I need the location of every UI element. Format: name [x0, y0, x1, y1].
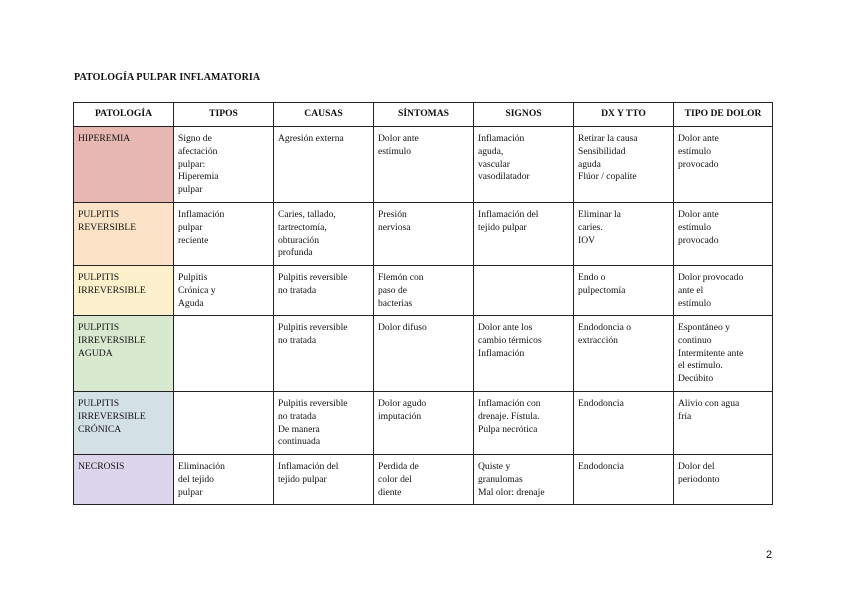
- causas-cell: Agresión externa: [274, 127, 374, 203]
- table-row: [74, 127, 773, 203]
- sintomas-cell: Flemón con paso de bacterias: [374, 266, 474, 316]
- dx-tto-cell: Eliminar la caries. IOV: [574, 203, 674, 266]
- signos-cell: Inflamación con drenaje. Fístula. Pulpa necrótica: [474, 392, 574, 455]
- header-dx-tto: DX Y TTO: [574, 103, 674, 127]
- tipo-dolor-cell: Dolor ante estímulo provocado: [674, 203, 773, 266]
- pathology-cell: HIPEREMIA: [74, 127, 174, 203]
- dx-tto-cell: Endodoncia: [574, 455, 674, 505]
- signos-cell: Dolor ante los cambio térmicos Inflamación: [474, 316, 574, 392]
- table-row: [74, 266, 773, 316]
- table-row: [74, 455, 773, 505]
- sintomas-cell: Dolor agudo imputación: [374, 392, 474, 455]
- page-title: PATOLOGÍA PULPAR INFLAMATORIA: [74, 72, 261, 83]
- causas-cell: Pulpitis reversible no tratada: [274, 266, 374, 316]
- tipo-dolor-cell: Espontáneo y continuo Intermitente ante el estímulo. Decúbito: [674, 316, 773, 392]
- header-patologia: PATOLOGÍA: [74, 103, 174, 127]
- sintomas-cell: Perdida de color del diente: [374, 455, 474, 505]
- header-causas: CAUSAS: [274, 103, 374, 127]
- sintomas-cell: Dolor ante estímulo: [374, 127, 474, 203]
- tipos-cell: Inflamación pulpar reciente: [174, 203, 274, 266]
- header-tipos: TIPOS: [174, 103, 274, 127]
- header-signos: SIGNOS: [474, 103, 574, 127]
- tipos-cell: Pulpitis Crónica y Aguda: [174, 266, 274, 316]
- signos-cell: Inflamación aguda, vascular vasodilatador: [474, 127, 574, 203]
- pathology-cell: PULPITIS REVERSIBLE: [74, 203, 174, 266]
- pathology-cell: PULPITIS IRREVERSIBLE CRÓNICA: [74, 392, 174, 455]
- pathology-table: [73, 102, 773, 505]
- pathology-cell: PULPITIS IRREVERSIBLE: [74, 266, 174, 316]
- sintomas-cell: Dolor difuso: [374, 316, 474, 392]
- table-row: [74, 392, 773, 455]
- table-row: [74, 316, 773, 392]
- tipos-cell: Signo de afectación pulpar: Hiperemia pulpar: [174, 127, 274, 203]
- tipo-dolor-cell: Dolor provocado ante el estímulo: [674, 266, 773, 316]
- pathology-cell: PULPITIS IRREVERSIBLE AGUDA: [74, 316, 174, 392]
- dx-tto-cell: Endo o pulpectomía: [574, 266, 674, 316]
- header-sintomas: SÍNTOMAS: [374, 103, 474, 127]
- signos-cell: [474, 266, 574, 316]
- table-row: [74, 203, 773, 266]
- tipos-cell: Eliminación del tejido pulpar: [174, 455, 274, 505]
- signos-cell: Inflamación del tejido pulpar: [474, 203, 574, 266]
- header-tipo-dolor: TIPO DE DOLOR: [674, 103, 773, 127]
- pathology-cell: NECROSIS: [74, 455, 174, 505]
- page-number: 2: [766, 549, 773, 561]
- dx-tto-cell: Endodoncia: [574, 392, 674, 455]
- signos-cell: Quiste y granulomas Mal olor: drenaje: [474, 455, 574, 505]
- sintomas-cell: Presión nerviosa: [374, 203, 474, 266]
- causas-cell: Pulpitis reversible no tratada De manera continuada: [274, 392, 374, 455]
- tipos-cell: [174, 392, 274, 455]
- causas-cell: Pulpitis reversible no tratada: [274, 316, 374, 392]
- tipo-dolor-cell: Dolor ante estímulo provocado: [674, 127, 773, 203]
- causas-cell: Caries, tallado, tartrectomía, obturación profunda: [274, 203, 374, 266]
- tipos-cell: [174, 316, 274, 392]
- table-header-row: [74, 103, 773, 127]
- dx-tto-cell: Endodoncia o extracción: [574, 316, 674, 392]
- tipo-dolor-cell: Alivio con agua fría: [674, 392, 773, 455]
- dx-tto-cell: Retirar la causa Sensibilidad aguda Flúor / copalite: [574, 127, 674, 203]
- tipo-dolor-cell: Dolor del periodonto: [674, 455, 773, 505]
- causas-cell: Inflamación del tejido pulpar: [274, 455, 374, 505]
